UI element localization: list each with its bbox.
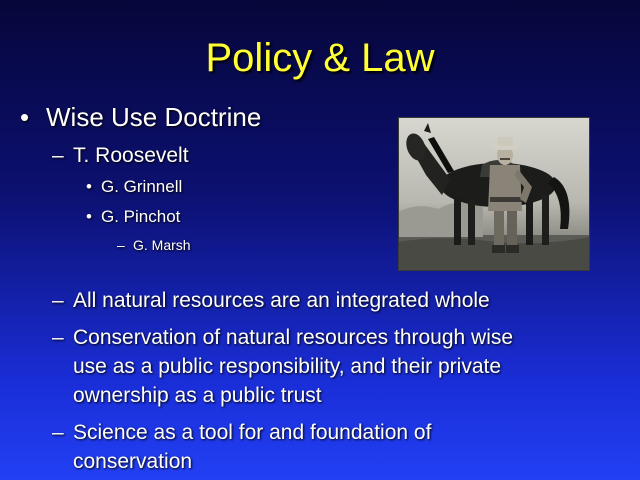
bullet-integrated-whole: All natural resources are an integrated whole (73, 289, 490, 312)
bullet-conservation-line-1: Conservation of natural resources through wise (73, 326, 514, 349)
dash-marker: – (52, 421, 64, 444)
dash-marker: – (52, 144, 64, 167)
dash-marker: – (117, 237, 125, 253)
bullet-conservation-line-2: use as a public responsibility, and their private (73, 355, 502, 378)
photo-illustration (398, 117, 590, 271)
bullet-science-line-2: conservation (73, 450, 193, 473)
dash-marker: – (52, 326, 64, 349)
dash-marker: – (52, 289, 64, 312)
bullet-science-line-1: Science as a tool for and foundation of (73, 421, 432, 444)
bullet-wise-use-doctrine: Wise Use Doctrine (46, 102, 262, 132)
bullet-marker: • (86, 177, 92, 196)
bullet-marker: • (20, 102, 30, 132)
slide-title: Policy & Law (205, 36, 435, 80)
bullet-marker: • (86, 207, 92, 226)
bullet-roosevelt: T. Roosevelt (73, 144, 189, 167)
bullet-grinnell: G. Grinnell (101, 177, 183, 196)
bullet-marsh: G. Marsh (133, 237, 191, 253)
bullet-pinchot: G. Pinchot (101, 207, 181, 226)
bullet-conservation-line-3: ownership as a public trust (73, 384, 322, 407)
man-with-horse-photo (398, 117, 590, 271)
